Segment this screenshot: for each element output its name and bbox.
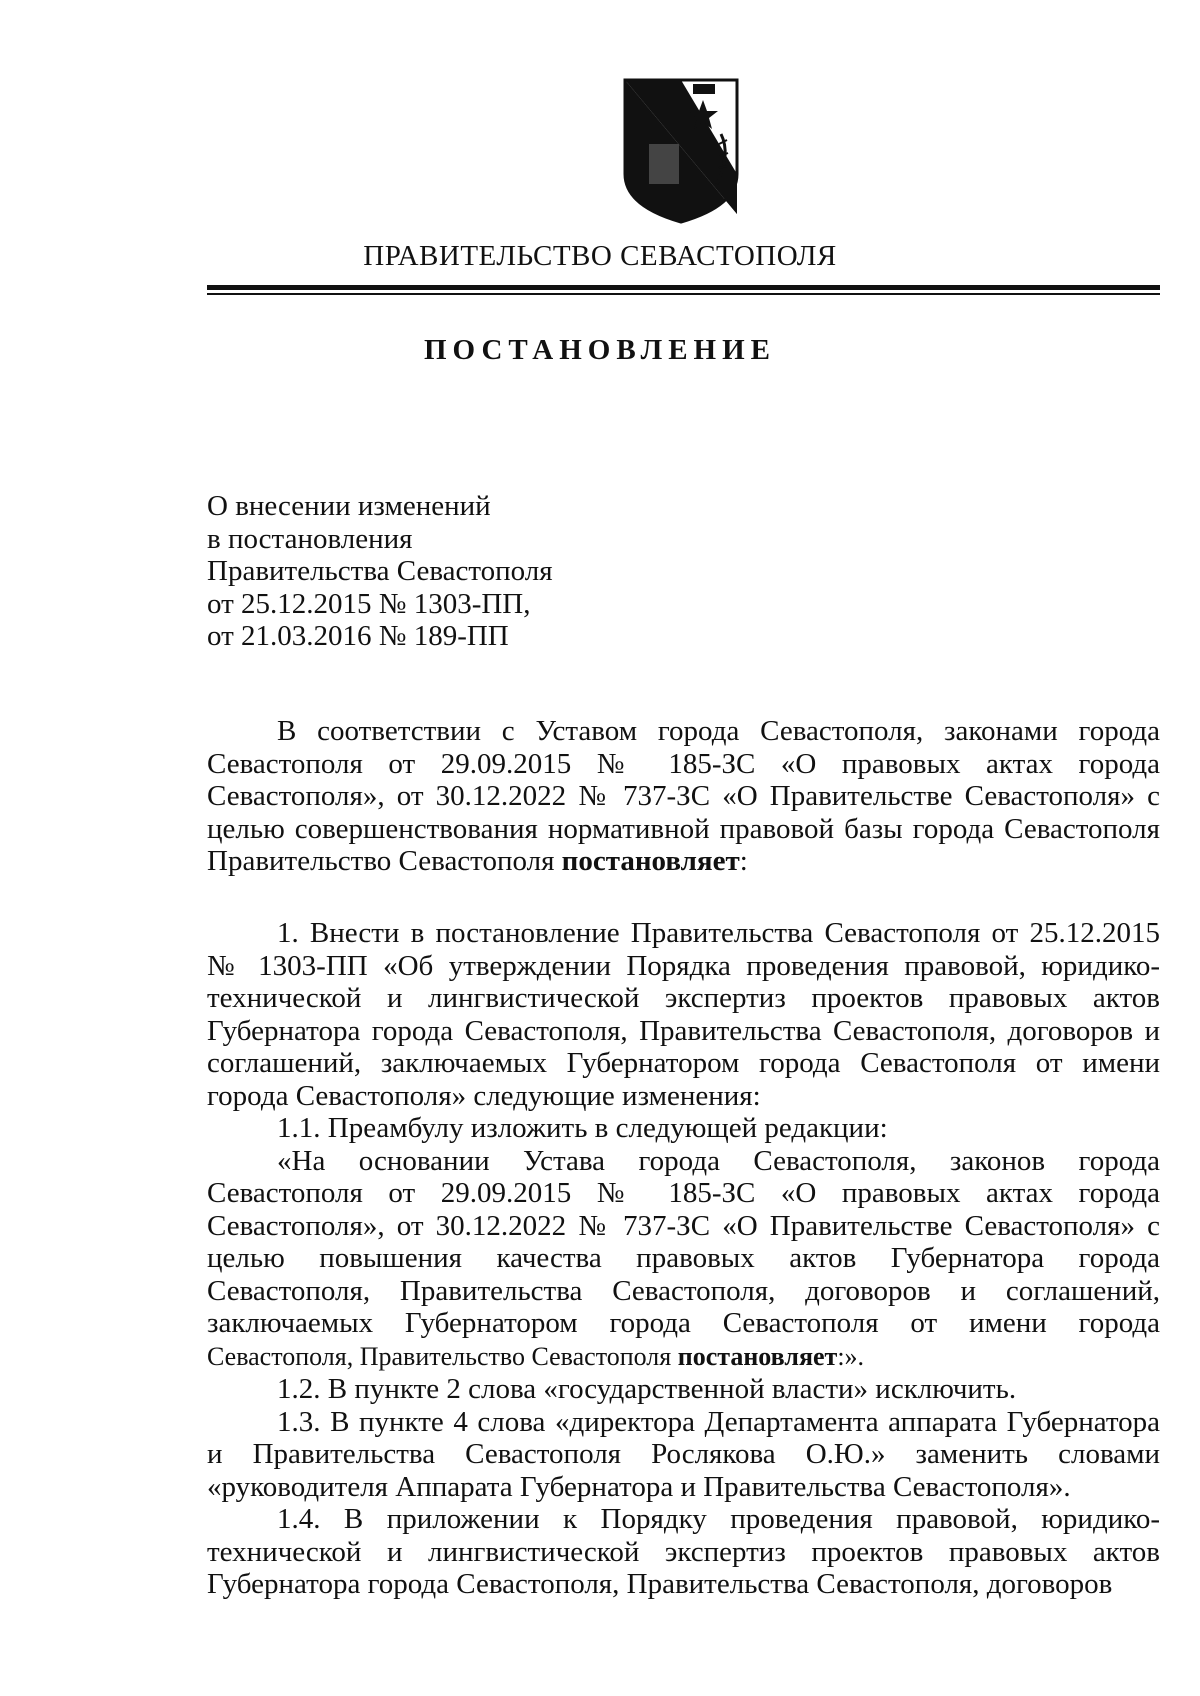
item-1-2: 1.2. В пункте 2 слова «государственной власти» исключить.: [277, 1373, 1017, 1405]
item-1-1: 1.1. Преамбулу изложить в следующей редакции:: [277, 1112, 888, 1144]
quote-small-text: Севастополя, Правительство Севастополя: [207, 1341, 678, 1371]
preamble-section: [207, 715, 1160, 878]
item-1-3: 1.3. В пункте 4 слова «директора Департамента аппарата Губернатора и Правительства Севастополя Рослякова О.Ю.» заменить словами «руководителя Аппарата Губернатора и Правительства Севастополя».: [207, 1405, 1160, 1503]
preamble-decree-word: постановляет: [561, 845, 740, 877]
subject-line: Правительства Севастополя: [207, 555, 553, 587]
government-title: ПРАВИТЕЛЬСТВО СЕВАСТОПОЛЯ: [363, 240, 837, 272]
preamble-end: :: [739, 845, 748, 877]
preamble-paragraph: [207, 715, 1160, 878]
document-subject: [207, 490, 553, 653]
header-rule-thick: [207, 285, 1160, 290]
header-rule-thin: [207, 293, 1160, 295]
quote-decree-word: постановляет: [677, 1341, 838, 1371]
subject-line: О внесении изменений: [207, 490, 491, 522]
document-type-title: ПОСТАНОВЛЕНИЕ: [423, 334, 776, 366]
subject-line: от 21.03.2016 № 189-ПП: [207, 620, 509, 652]
item-1-1-quote: [207, 1145, 1160, 1374]
preamble-text: В соответствии с Уставом города Севастополя, законами города Севастополя от 29.09.2015 № 185-ЗС «О правовых актах города Севастополя», от 30.12.2022 № 737-ЗС «О Правительстве Севастополя» с целью совершенствования нормативной правовой базы города Севастополя Правительство Севастополя: [207, 715, 1160, 877]
subject-line: от 25.12.2015 № 1303-ПП,: [207, 587, 531, 620]
quote-end: :».: [837, 1341, 865, 1371]
quote-text: «На основании Устава города Севастополя, законов города Севастополя от 29.09.2015 № 185-ЗС «О правовых актах города Севастополя», от 30.12.2022 № 737-ЗС «О Правительстве Севастополя» с целью повышения качества правовых актов Губернатора города Севастополя, Правительства Севастополя, договоров и соглашений, заключаемых Губернатором города Севастополя от имени города: [207, 1144, 1160, 1339]
decree-items: [207, 917, 1160, 1601]
sevastopol-coat-of-arms-emblem: [621, 74, 741, 224]
item-1-4: 1.4. В приложении к Порядку проведения правовой, юридико-технической и лингвистической экспертиз проектов правовых актов Губернатора города Севастополя, Правительства Севастополя, договоров: [207, 1503, 1160, 1600]
subject-line: в постановления: [207, 522, 413, 555]
item-1: 1. Внести в постановление Правительства Севастополя от 25.12.2015 № 1303-ПП «Об утверждении Порядка проведения правовой, юридико-технической и лингвистической экспертиз проектов правовых актов Губернатора города Севастополя, Правительства Севастополя, договоров и соглашений, заключаемых Губернатором города Севастополя от имени города Севастополя» следующие изменения:: [207, 917, 1160, 1112]
